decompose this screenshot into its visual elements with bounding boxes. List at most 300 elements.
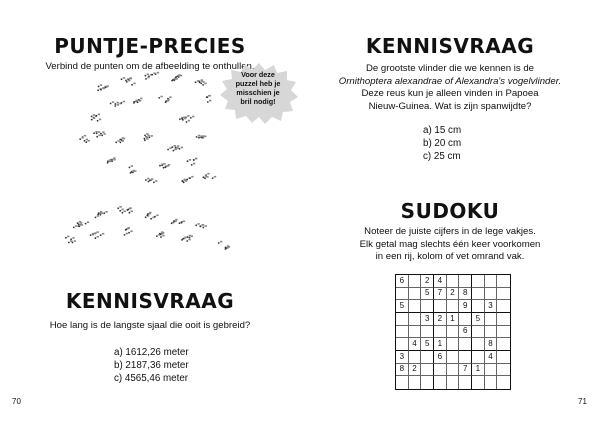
dot-number-mark bbox=[99, 119, 101, 121]
answer-option: a) 1612,26 meter bbox=[114, 347, 189, 358]
dot-cluster bbox=[73, 221, 89, 228]
answer-option: c) 25 cm bbox=[423, 151, 461, 162]
dot-number-mark bbox=[175, 219, 177, 221]
dot-number-mark bbox=[198, 135, 200, 137]
dot-number-mark bbox=[183, 221, 185, 223]
dot-number-mark bbox=[102, 213, 104, 215]
dot-number-mark bbox=[74, 240, 76, 242]
dot-number-mark bbox=[81, 137, 83, 139]
dot-number-mark bbox=[86, 139, 88, 141]
sudoku-cell[interactable] bbox=[485, 364, 498, 377]
dot-number-mark bbox=[197, 223, 199, 225]
dot bbox=[68, 242, 70, 244]
dot bbox=[137, 101, 139, 103]
sudoku-cell[interactable] bbox=[434, 326, 447, 339]
dot-number-mark bbox=[202, 81, 204, 83]
dot-number-mark bbox=[92, 233, 94, 235]
dot-number-mark bbox=[146, 133, 148, 135]
dot-number-mark bbox=[181, 147, 183, 149]
dot-number-mark bbox=[109, 161, 111, 163]
dot-number-mark bbox=[109, 159, 111, 161]
sudoku-cell[interactable] bbox=[447, 300, 460, 313]
dot-number-mark bbox=[103, 133, 105, 135]
dot-number-mark bbox=[93, 117, 95, 119]
dot bbox=[91, 116, 93, 118]
right-quiz-question bbox=[300, 63, 600, 113]
dot bbox=[156, 235, 158, 237]
dot bbox=[145, 216, 147, 218]
sudoku-cell[interactable] bbox=[447, 326, 460, 339]
dot bbox=[97, 120, 99, 122]
dot-cluster bbox=[107, 157, 116, 163]
sudoku-cell[interactable] bbox=[459, 275, 472, 288]
connect-the-dots-figure bbox=[0, 0, 300, 270]
dot bbox=[91, 119, 93, 121]
dot-number-mark bbox=[95, 131, 97, 133]
dot bbox=[187, 160, 189, 162]
dot-cluster bbox=[90, 231, 105, 239]
dot bbox=[203, 176, 205, 178]
dot bbox=[189, 237, 191, 239]
dot bbox=[133, 101, 135, 103]
dot bbox=[131, 171, 133, 173]
dot-number-mark bbox=[176, 78, 178, 80]
sudoku-cell[interactable] bbox=[421, 300, 434, 313]
dot-cluster bbox=[195, 79, 207, 86]
dot-number-mark bbox=[187, 115, 189, 117]
dot bbox=[138, 99, 140, 101]
dot-number-mark bbox=[117, 140, 119, 142]
sudoku-cell[interactable] bbox=[396, 313, 409, 326]
dot bbox=[145, 78, 147, 80]
dot bbox=[129, 212, 131, 214]
left-quiz-answers bbox=[114, 346, 189, 385]
sudoku-cell: 2 bbox=[447, 288, 460, 301]
dot-cluster bbox=[95, 211, 108, 218]
dot-cluster bbox=[115, 137, 125, 143]
sudoku-cell: 8 bbox=[485, 338, 498, 351]
sudoku-cell[interactable] bbox=[459, 351, 472, 364]
dot-number-mark bbox=[113, 159, 115, 161]
dot bbox=[181, 118, 183, 120]
dot-number-mark bbox=[75, 225, 77, 227]
dot-number-mark bbox=[167, 165, 169, 167]
dot-number-mark bbox=[192, 116, 194, 118]
sudoku-cell: 1 bbox=[447, 313, 460, 326]
dot bbox=[129, 167, 131, 169]
dot bbox=[95, 217, 97, 219]
sudoku-cell[interactable] bbox=[472, 338, 485, 351]
sudoku-cell[interactable] bbox=[409, 313, 422, 326]
dot-number-mark bbox=[123, 77, 125, 79]
callout-line: misschien je bbox=[236, 88, 280, 97]
dot-number-mark bbox=[160, 96, 162, 98]
dot-cluster bbox=[65, 236, 76, 244]
dot bbox=[96, 133, 98, 135]
dot bbox=[206, 96, 208, 98]
dot bbox=[186, 179, 188, 181]
sudoku-cell: 4 bbox=[434, 275, 447, 288]
dot bbox=[72, 242, 74, 244]
dot-number-mark bbox=[136, 100, 138, 102]
dot bbox=[202, 227, 204, 229]
answer-option: c) 4565,46 meter bbox=[114, 373, 189, 384]
dot bbox=[104, 87, 106, 89]
sudoku-cell[interactable] bbox=[472, 288, 485, 301]
dot-number-mark bbox=[107, 85, 109, 87]
left-quiz-question: Hoe lang is de langste sjaal die ooit is gebreid? bbox=[49, 320, 251, 331]
dot bbox=[100, 214, 102, 216]
dot-number-mark bbox=[202, 224, 204, 226]
dot-number-mark bbox=[128, 80, 130, 82]
sudoku-cell: 2 bbox=[409, 364, 422, 377]
dot-cluster bbox=[171, 219, 185, 224]
dot-number-mark bbox=[147, 178, 149, 180]
sudoku-cell[interactable] bbox=[396, 338, 409, 351]
dot bbox=[149, 180, 151, 182]
sudoku-cell[interactable] bbox=[447, 376, 460, 389]
dot-number-mark bbox=[67, 236, 69, 238]
dot bbox=[101, 135, 103, 137]
sudoku-cell[interactable] bbox=[421, 326, 434, 339]
dot bbox=[171, 80, 173, 82]
dot-number-mark bbox=[72, 237, 74, 239]
dot bbox=[125, 229, 127, 231]
dot-number-mark bbox=[147, 74, 149, 76]
dot-number-mark bbox=[195, 158, 197, 160]
dot-cluster bbox=[133, 98, 143, 104]
dot bbox=[165, 101, 167, 103]
sudoku-grid bbox=[395, 274, 511, 390]
dot bbox=[131, 84, 133, 86]
dot-cluster bbox=[145, 72, 160, 80]
sudoku-cell: 7 bbox=[434, 288, 447, 301]
dot bbox=[159, 165, 161, 167]
sudoku-cell[interactable] bbox=[434, 300, 447, 313]
dot-cluster bbox=[110, 101, 125, 107]
dot bbox=[98, 86, 100, 88]
dot-number-mark bbox=[130, 78, 132, 80]
sudoku-cell[interactable] bbox=[447, 275, 460, 288]
dot bbox=[144, 138, 146, 140]
sudoku-cell[interactable] bbox=[472, 300, 485, 313]
dot bbox=[159, 233, 161, 235]
dot bbox=[107, 160, 109, 162]
sudoku-cell[interactable] bbox=[497, 351, 510, 364]
sudoku-cell[interactable] bbox=[472, 351, 485, 364]
sudoku-cell[interactable] bbox=[409, 275, 422, 288]
dot bbox=[107, 162, 109, 164]
dot-cluster bbox=[117, 206, 133, 214]
dot bbox=[160, 236, 162, 238]
sudoku-cell[interactable] bbox=[421, 376, 434, 389]
sudoku-cell[interactable] bbox=[396, 376, 409, 389]
callout-line: Voor deze bbox=[241, 70, 275, 79]
dot-number-mark bbox=[220, 241, 222, 243]
dot bbox=[97, 89, 99, 91]
answer-option: b) 2187,36 meter bbox=[114, 360, 189, 371]
dot-number-mark bbox=[133, 170, 135, 172]
sudoku-cell[interactable] bbox=[409, 376, 422, 389]
sudoku-cell[interactable] bbox=[421, 351, 434, 364]
dot-number-mark bbox=[202, 135, 204, 137]
sudoku-cell: 4 bbox=[409, 338, 422, 351]
dot-number-mark bbox=[127, 228, 129, 230]
dot bbox=[200, 83, 202, 85]
dot bbox=[121, 102, 123, 104]
sudoku-cell[interactable] bbox=[459, 313, 472, 326]
dot bbox=[100, 89, 102, 91]
dot-cluster bbox=[206, 95, 212, 103]
callout-line: puzzel heb je bbox=[235, 79, 281, 88]
dot-number-mark bbox=[185, 180, 187, 182]
dot-number-mark bbox=[123, 138, 125, 140]
dot bbox=[195, 81, 197, 83]
sudoku-cell: 3 bbox=[421, 313, 434, 326]
sudoku-cell[interactable] bbox=[472, 376, 485, 389]
dot-number-mark bbox=[133, 83, 135, 85]
dot-cluster bbox=[121, 77, 136, 86]
dot bbox=[65, 237, 67, 239]
dot bbox=[207, 101, 209, 103]
sudoku-cell[interactable] bbox=[472, 326, 485, 339]
dot-cluster bbox=[156, 231, 165, 238]
sudoku-cell[interactable] bbox=[434, 364, 447, 377]
sudoku-cell[interactable] bbox=[497, 300, 510, 313]
sudoku-cell[interactable] bbox=[409, 288, 422, 301]
dot bbox=[85, 141, 87, 143]
dot bbox=[96, 136, 98, 138]
dot-number-mark bbox=[201, 79, 203, 81]
dot-number-mark bbox=[161, 231, 163, 233]
dot bbox=[163, 167, 165, 169]
dot-cluster bbox=[158, 96, 171, 103]
dot bbox=[196, 136, 198, 138]
sudoku-cell[interactable] bbox=[396, 288, 409, 301]
dot bbox=[119, 210, 121, 212]
dot-cluster bbox=[93, 131, 106, 138]
dot bbox=[145, 179, 147, 181]
dot bbox=[165, 166, 167, 168]
dot bbox=[78, 223, 80, 225]
dot bbox=[199, 81, 201, 83]
dot-cluster bbox=[91, 114, 102, 122]
dot-number-mark bbox=[169, 147, 171, 149]
sudoku-cell[interactable] bbox=[472, 275, 485, 288]
sudoku-instruction bbox=[300, 226, 600, 264]
dot bbox=[202, 137, 204, 139]
dot-number-mark bbox=[121, 209, 123, 211]
sudoku-cell: 9 bbox=[459, 300, 472, 313]
sudoku-cell[interactable] bbox=[485, 288, 498, 301]
dot-number-mark bbox=[97, 236, 99, 238]
dot bbox=[100, 133, 102, 135]
sudoku-cell[interactable] bbox=[497, 338, 510, 351]
sudoku-cell[interactable] bbox=[485, 313, 498, 326]
callout-line: bril nodig! bbox=[240, 97, 276, 106]
dot-number-mark bbox=[88, 140, 90, 142]
sudoku-cell[interactable] bbox=[459, 376, 472, 389]
dot bbox=[150, 218, 152, 220]
dot-cluster bbox=[196, 135, 207, 139]
dot bbox=[179, 148, 181, 150]
dot bbox=[191, 164, 193, 166]
dot-number-mark bbox=[155, 180, 157, 182]
right-quiz-answers bbox=[423, 124, 461, 163]
question-line: Ornithoptera alexandrae of Alexandra's vogelvlinder. bbox=[338, 75, 562, 87]
sudoku-cell[interactable] bbox=[447, 351, 460, 364]
dot-number-mark bbox=[80, 222, 82, 224]
sudoku-cell: 6 bbox=[434, 351, 447, 364]
dot-number-mark bbox=[70, 240, 72, 242]
dot-number-mark bbox=[97, 215, 99, 217]
instruction-line: Elk getal mag slechts één keer voorkomen bbox=[359, 238, 541, 250]
dot-cluster bbox=[79, 135, 90, 143]
dot-number-mark bbox=[177, 75, 179, 77]
dot-puzzle-instruction: Verbind de punten om de afbeelding te onthullen. bbox=[45, 61, 255, 72]
dot bbox=[173, 79, 175, 81]
sudoku-cell[interactable] bbox=[485, 275, 498, 288]
sudoku-cell: 8 bbox=[396, 364, 409, 377]
dot-number-mark bbox=[146, 136, 148, 138]
dot bbox=[114, 105, 116, 107]
sudoku-title: SUDOKU bbox=[400, 199, 500, 223]
dot bbox=[183, 182, 185, 184]
dot bbox=[198, 137, 200, 139]
dot-number-mark bbox=[188, 239, 190, 241]
dot-number-mark bbox=[174, 145, 176, 147]
dot-number-mark bbox=[191, 176, 193, 178]
dot-number-mark bbox=[175, 148, 177, 150]
sudoku-cell[interactable] bbox=[447, 338, 460, 351]
sudoku-cell: 5 bbox=[472, 313, 485, 326]
dot-cluster bbox=[187, 158, 198, 166]
sudoku-cell[interactable] bbox=[409, 326, 422, 339]
dot bbox=[181, 222, 183, 224]
dot bbox=[153, 182, 155, 184]
dot-number-mark bbox=[126, 233, 128, 235]
dot-number-mark bbox=[157, 72, 159, 74]
dot-number-mark bbox=[129, 207, 131, 209]
dot-number-mark bbox=[153, 73, 155, 75]
sudoku-cell[interactable] bbox=[497, 275, 510, 288]
dot-number-mark bbox=[87, 221, 89, 223]
dot bbox=[85, 223, 87, 225]
dot-number-mark bbox=[167, 100, 169, 102]
dot bbox=[122, 212, 124, 214]
dot-number-mark bbox=[117, 102, 119, 104]
dot-number-mark bbox=[183, 117, 185, 119]
dot-cluster bbox=[159, 163, 170, 169]
dot bbox=[175, 76, 177, 78]
dot bbox=[171, 146, 173, 148]
sudoku-cell[interactable] bbox=[434, 376, 447, 389]
sudoku-cell[interactable] bbox=[497, 326, 510, 339]
sudoku-cell[interactable] bbox=[447, 364, 460, 377]
dot-cluster bbox=[144, 133, 153, 141]
sudoku-cell[interactable] bbox=[459, 338, 472, 351]
dot bbox=[128, 232, 130, 234]
dot bbox=[117, 207, 119, 209]
dot-number-mark bbox=[147, 135, 149, 137]
sudoku-cell[interactable] bbox=[497, 288, 510, 301]
dot-number-mark bbox=[105, 211, 107, 213]
instruction-line: Noteer de juiste cijfers in de lege vakjes. bbox=[364, 226, 536, 237]
dot bbox=[202, 84, 204, 86]
dot bbox=[212, 177, 214, 179]
question-line: De grootste vlinder die we kennen is de bbox=[366, 63, 534, 74]
dot-cluster bbox=[203, 173, 217, 179]
dot-number-mark bbox=[161, 164, 163, 166]
dot-cluster bbox=[145, 178, 158, 184]
dot-number-mark bbox=[147, 77, 149, 79]
dot bbox=[199, 225, 201, 227]
page-number-left: 70 bbox=[12, 397, 21, 406]
dot-number-mark bbox=[97, 231, 99, 233]
answer-option: a) 15 cm bbox=[423, 125, 462, 136]
dot bbox=[110, 103, 112, 105]
sudoku-cell[interactable] bbox=[396, 326, 409, 339]
sudoku-cell: 1 bbox=[434, 338, 447, 351]
dot bbox=[218, 242, 220, 244]
dot-number-mark bbox=[94, 232, 96, 234]
sudoku-cell[interactable] bbox=[497, 364, 510, 377]
dot-number-mark bbox=[208, 95, 210, 97]
dot-number-mark bbox=[214, 176, 216, 178]
dot bbox=[225, 247, 227, 249]
dot-number-mark bbox=[189, 159, 191, 161]
sudoku-cell[interactable] bbox=[421, 364, 434, 377]
sudoku-cell[interactable] bbox=[485, 326, 498, 339]
instruction-line: in een rij, kolom of vet omrand vak. bbox=[375, 251, 525, 262]
sudoku-cell[interactable] bbox=[485, 376, 498, 389]
sudoku-cell[interactable] bbox=[409, 300, 422, 313]
dot bbox=[175, 147, 177, 149]
dot-cluster bbox=[181, 235, 193, 242]
dot bbox=[100, 234, 102, 236]
dot bbox=[173, 220, 175, 222]
dot bbox=[173, 150, 175, 152]
dot-number-mark bbox=[193, 163, 195, 165]
dot-number-mark bbox=[81, 224, 83, 226]
dot-number-mark bbox=[100, 84, 102, 86]
sudoku-cell: 6 bbox=[396, 275, 409, 288]
dot-number-mark bbox=[184, 237, 186, 239]
dot-number-mark bbox=[209, 100, 211, 102]
dot bbox=[70, 238, 72, 240]
dot-number-mark bbox=[188, 120, 190, 122]
dot bbox=[182, 238, 184, 240]
dot bbox=[193, 159, 195, 161]
dot bbox=[79, 225, 81, 227]
dot-cluster bbox=[129, 165, 137, 174]
dot-number-mark bbox=[149, 212, 151, 214]
sudoku-cell[interactable] bbox=[497, 376, 510, 389]
dot-number-mark bbox=[131, 211, 133, 213]
sudoku-cell: 8 bbox=[459, 288, 472, 301]
dot-number-mark bbox=[180, 75, 182, 77]
dot-number-mark bbox=[200, 136, 202, 138]
dot-cluster bbox=[218, 241, 230, 250]
dot-number-mark bbox=[177, 145, 179, 147]
dot-number-mark bbox=[130, 231, 132, 233]
dot bbox=[148, 136, 150, 138]
sudoku-cell: 2 bbox=[421, 275, 434, 288]
dot bbox=[127, 209, 129, 211]
sudoku-cell[interactable] bbox=[409, 351, 422, 364]
sudoku-cell[interactable] bbox=[497, 313, 510, 326]
dot bbox=[167, 149, 169, 151]
